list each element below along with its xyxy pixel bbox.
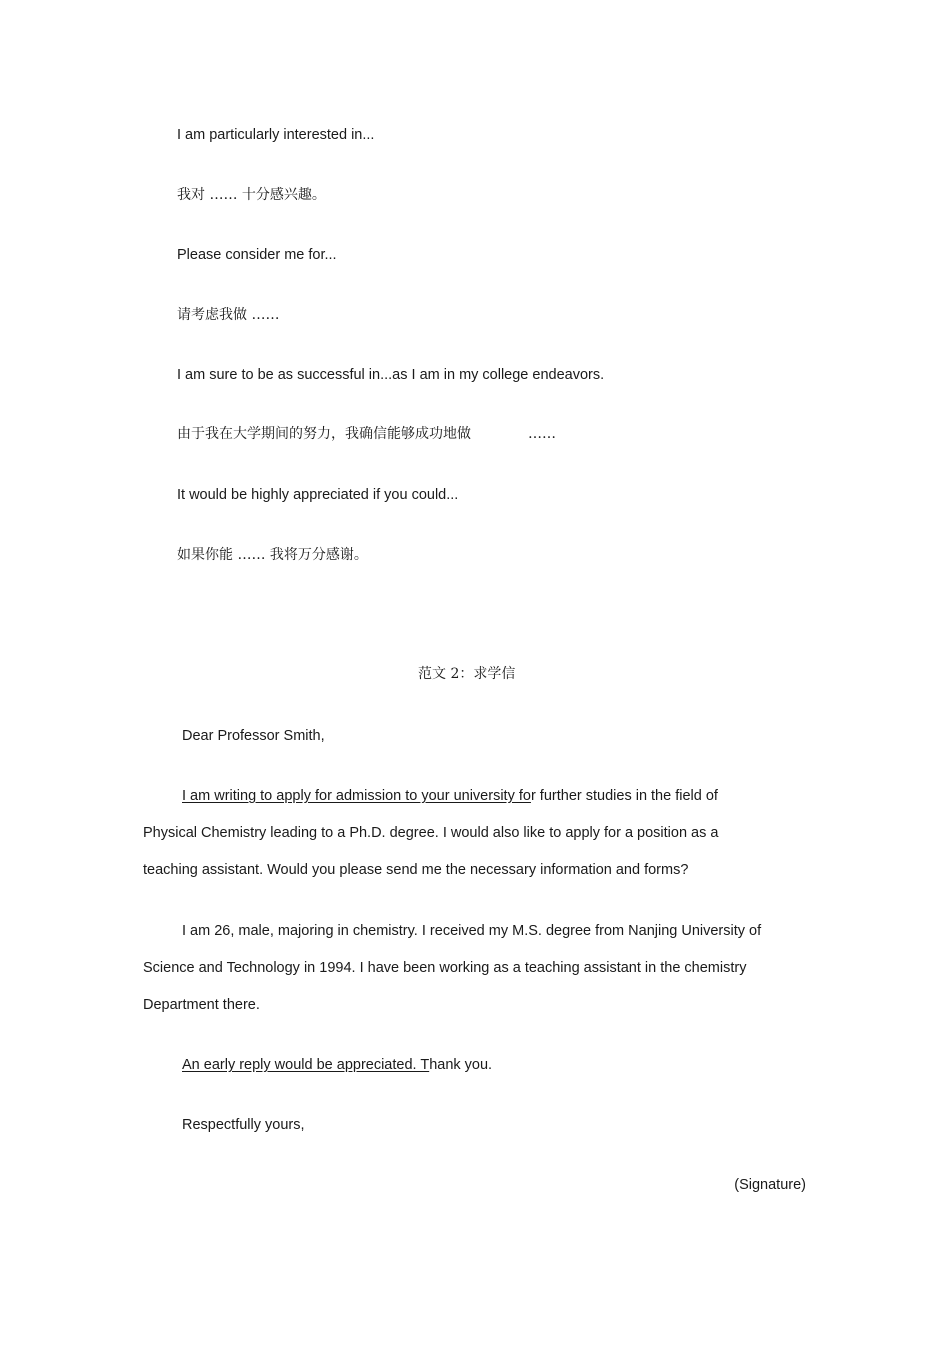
letter-closing: [182, 1056, 492, 1074]
underlined-closing: An early reply would be appreciated. T: [182, 1057, 430, 1073]
phrase-english-3: I am sure to be as successful in...as I am in my college endeavors.: [177, 367, 605, 383]
letter-para2-line1: I am 26, male, majoring in chemistry. I received my M.S. degree from Nanjing University of: [182, 923, 762, 939]
phrase-english-4: It would be highly appreciated if you could...: [177, 487, 459, 503]
phrase-chinese-1: 我对 …… 十分感兴趣。: [177, 187, 326, 203]
letter-signature: (Signature): [734, 1177, 806, 1193]
underlined-phrase: I am writing to apply for admission to your university fo: [182, 788, 531, 804]
phrase-chinese-2: 请考虑我做 ……: [177, 307, 280, 323]
letter-para2-line2: Science and Technology in 1994. I have been working as a teaching assistant in the chemistry: [143, 960, 747, 976]
letter-para1-line2: Physical Chemistry leading to a Ph.D. degree. I would also like to apply for a position as a: [143, 825, 719, 841]
sample-heading: 范文 2：求学信: [418, 666, 516, 682]
letter-signoff: Respectfully yours,: [182, 1117, 305, 1133]
para1-line1-rest: r further studies in the field of: [530, 788, 718, 804]
letter-para1-line1: [182, 787, 718, 805]
phrase-chinese-3: 由于我在大学期间的努力，我确信能够成功地做: [177, 426, 471, 442]
phrase-english-1: I am particularly interested in...: [177, 127, 375, 143]
letter-para2-line3: Department there.: [143, 997, 260, 1013]
closing-rest: hank you.: [429, 1057, 493, 1073]
phrase-chinese-4: 如果你能 …… 我将万分感谢。: [177, 547, 368, 563]
letter-salutation: Dear Professor Smith,: [182, 728, 325, 744]
phrase-english-2: Please consider me for...: [177, 247, 337, 263]
phrase-chinese-3-ellipsis: ……: [528, 426, 556, 442]
letter-para1-line3: teaching assistant. Would you please send me the necessary information and forms?: [143, 862, 689, 878]
